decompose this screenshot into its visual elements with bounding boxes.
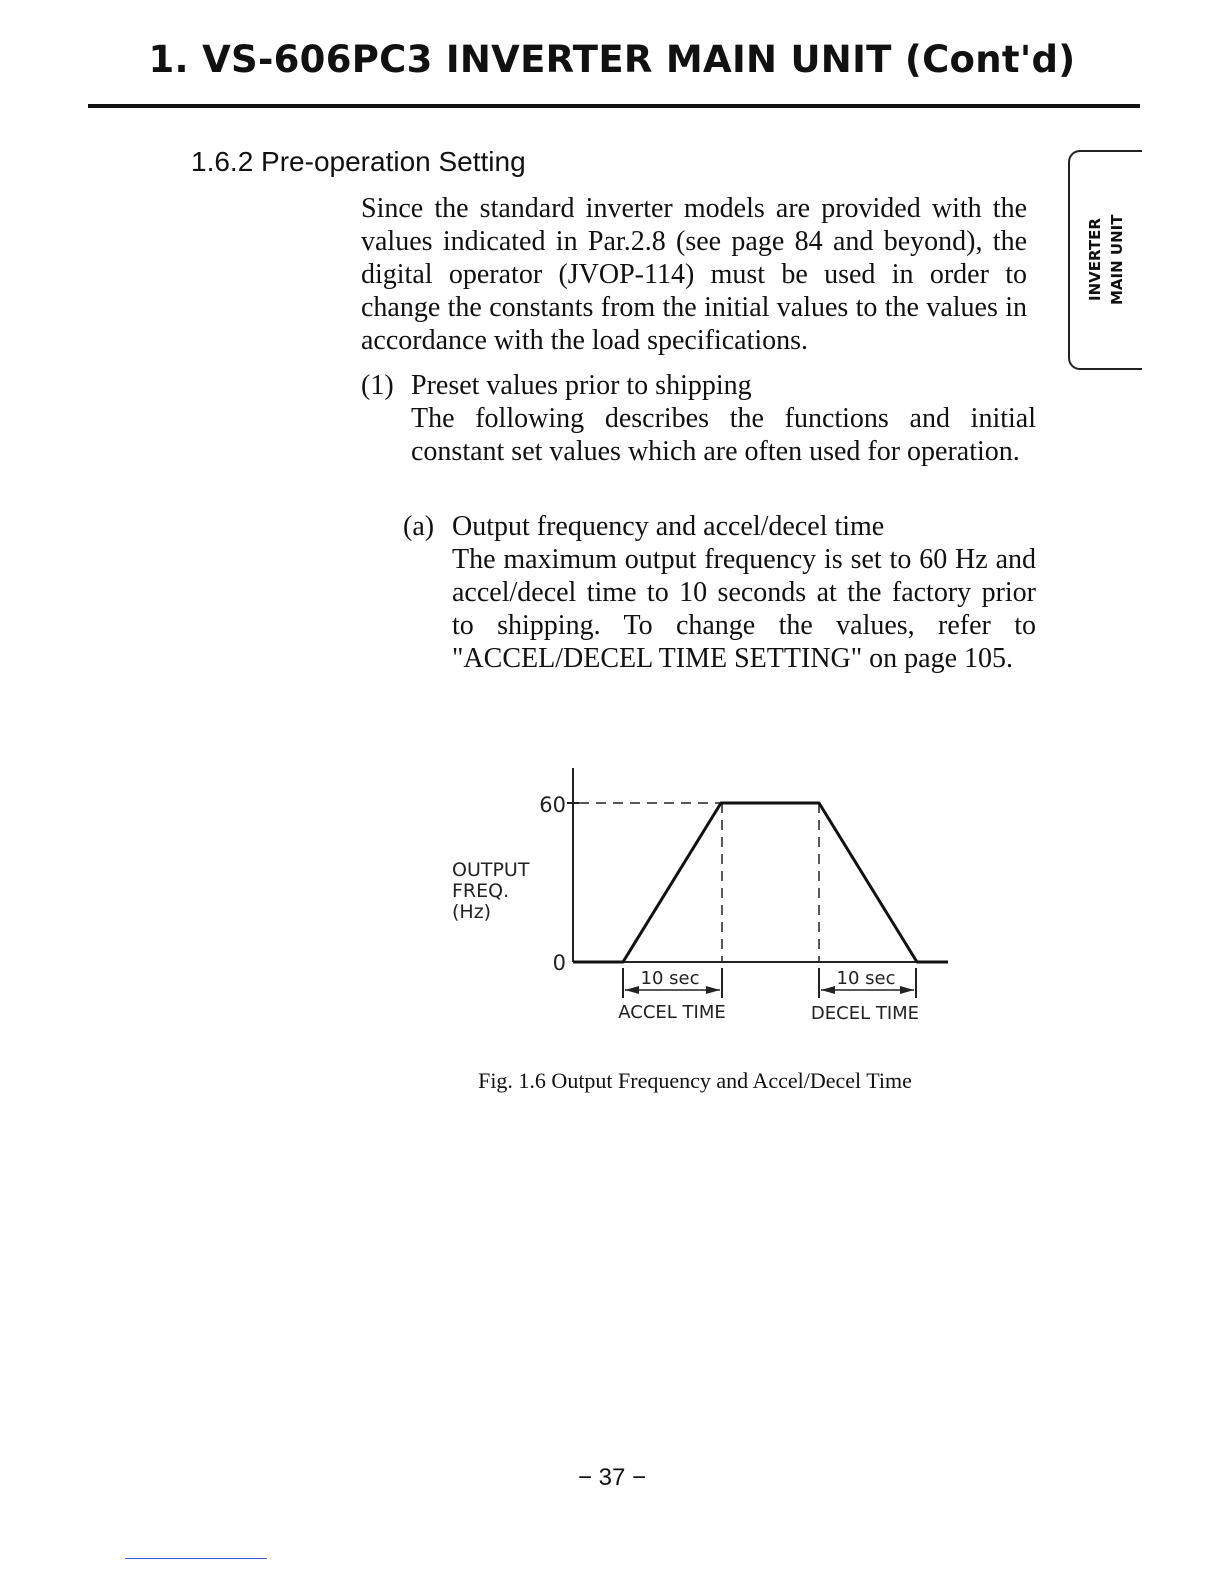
decel-arrowhead-left <box>821 986 835 994</box>
side-tab-line-2: MAIN UNIT <box>1108 214 1126 306</box>
y-axis-label-line-3: (Hz) <box>452 901 492 923</box>
header-rule <box>88 104 1140 108</box>
frequency-profile-line <box>573 803 948 962</box>
page-header-title: 1. VS-606PC3 INVERTER MAIN UNIT (Cont'd) <box>148 38 1076 81</box>
side-tab-line-1: INVERTER <box>1086 218 1104 302</box>
section-heading: 1.6.2 Pre-operation Setting <box>191 146 526 177</box>
y-tick-label-max: 60 <box>539 793 566 817</box>
page-number: − 37 − <box>577 1464 647 1491</box>
decel-duration-label: 10 sec <box>836 968 896 989</box>
intro-paragraph: Since the standard inverter models are provided with the values indicated in Par.2.8 (see page 84 and beyond), the digital operator (JVOP-114) must be used in order to change the constants from the initial values to the values in accordance with the load specifications. <box>361 193 1027 356</box>
accel-time-label: ACCEL TIME <box>618 1002 726 1023</box>
figure-caption: Fig. 1.6 Output Frequency and Accel/Decel Time <box>478 1068 912 1093</box>
y-tick-label-zero: 0 <box>552 951 566 975</box>
decel-time-label: DECEL TIME <box>810 1003 920 1024</box>
accel-arrowhead-right <box>706 986 720 994</box>
side-index-tab-label <box>1081 200 1131 320</box>
decel-arrowhead-right <box>900 986 914 994</box>
item-1-body: The following describes the functions and initial constant set values which are often used for operation. <box>411 403 1036 467</box>
y-axis-label-line-2: FREQ. <box>452 880 510 902</box>
accel-arrowhead-left <box>625 986 639 994</box>
item-a-body: The maximum output frequency is set to 60 Hz and accel/decel time to 10 seconds at the factory prior to shipping. To change the values, refer to "ACCEL/DECEL TIME SETTING" on page 105. <box>452 544 1036 674</box>
item-1-title: Preset values prior to shipping <box>411 370 752 401</box>
bottom-edge-line <box>125 1558 267 1559</box>
item-a-marker: (a) <box>403 511 435 542</box>
item-a-title: Output frequency and accel/decel time <box>452 511 885 542</box>
y-axis-label-line-1: OUTPUT <box>452 859 530 881</box>
item-1-marker: (1) <box>361 370 394 401</box>
accel-duration-label: 10 sec <box>640 968 700 989</box>
